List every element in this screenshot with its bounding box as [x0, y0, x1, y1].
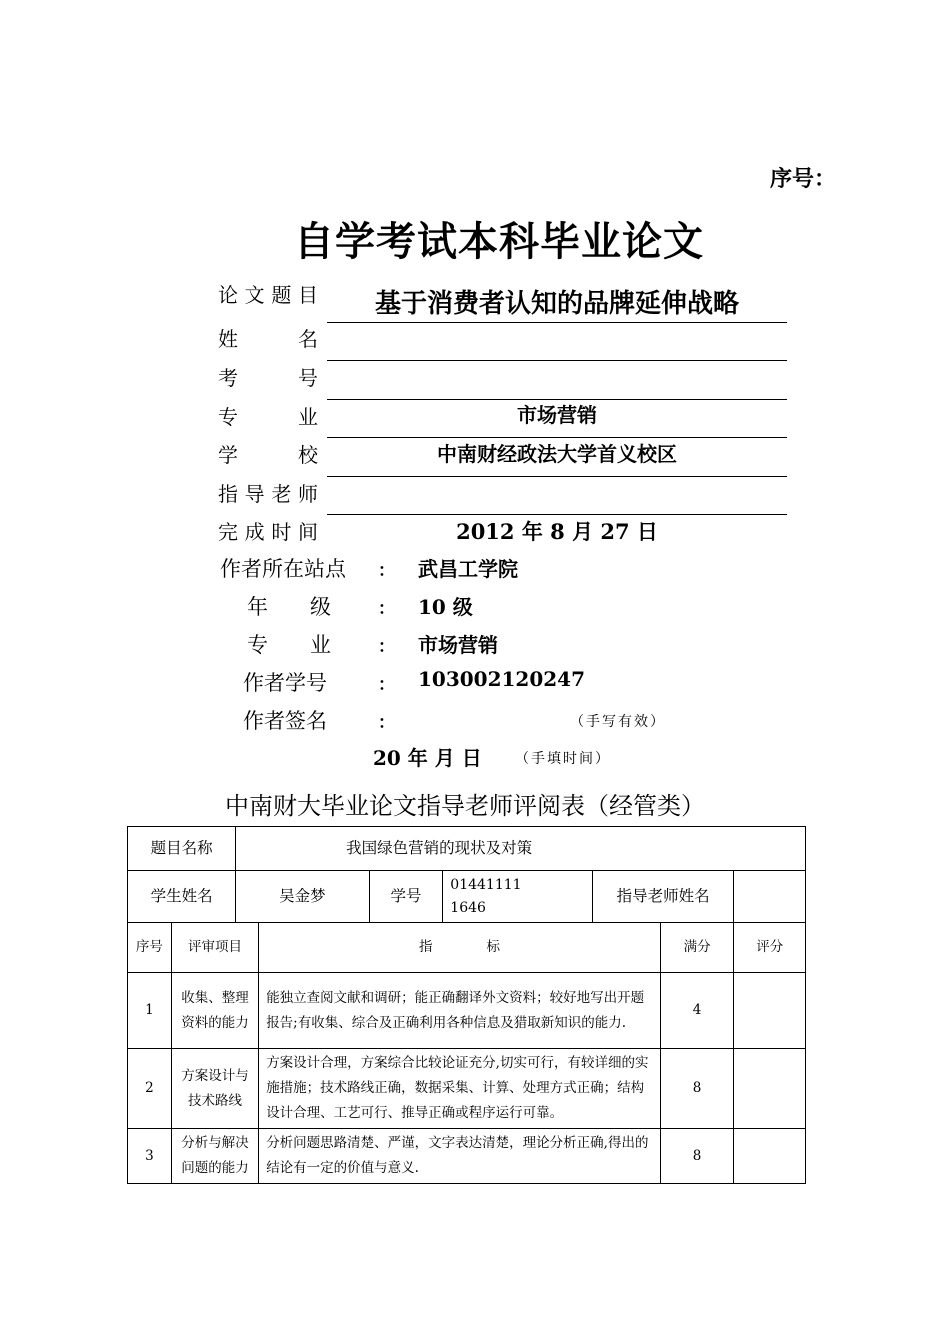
field-underline [327, 360, 787, 361]
info-label-signature: 作者签名 [243, 709, 327, 733]
completion-date-value: 2012 年 8 月 27 日 [456, 519, 658, 544]
thesis-title-value: 基于消费者认知的品牌延伸战略 [374, 289, 739, 319]
evaluation-form-title: 中南财大毕业论文指导老师评阅表（经管类） [225, 792, 705, 820]
field-label-school: 学校 [218, 443, 318, 467]
info-colon: ： [378, 713, 395, 733]
field-underline [327, 437, 787, 438]
date-line: 20 年 月 日 [373, 746, 482, 770]
info-value-student-id: 103002120247 [418, 667, 585, 691]
info-label-student-id: 作者学号 [243, 671, 327, 695]
info-colon: ： [378, 561, 395, 581]
info-label-station: 作者所在站点 [220, 557, 346, 581]
row-criteria: 能独立查阅文献和调研；能正确翻译外文资料；较好地写出开题报告;有收集、综合及正确利用各种信息及猎取新知识的能力. [259, 973, 661, 1049]
field-underline [327, 399, 787, 400]
info-label-major: 专 业 [247, 633, 331, 657]
field-label-thesis-title: 论文题目 [218, 283, 318, 307]
row-score [734, 973, 806, 1049]
field-underline [327, 476, 787, 477]
student-name-label: 学生姓名 [128, 871, 236, 923]
table-row [128, 923, 806, 973]
topic-label: 题目名称 [128, 827, 236, 871]
info-value-station: 武昌工学院 [418, 557, 518, 581]
table-row [128, 827, 806, 871]
topic-value: 我国绿色营销的现状及对策 [236, 827, 806, 871]
table-row [128, 1049, 806, 1129]
major-value: 市场营销 [517, 403, 597, 427]
header-score: 评分 [734, 923, 806, 973]
signature-note: （手写有效） [570, 714, 666, 730]
header-review-item: 评审项目 [171, 923, 258, 973]
row-item: 分析与解决问题的能力 [171, 1129, 258, 1184]
advisor-name-label: 指导老师姓名 [592, 871, 734, 923]
student-id-label: 学号 [369, 871, 443, 923]
serial-number-label: 序号： [770, 167, 837, 192]
school-value: 中南财经政法大学首义校区 [437, 442, 677, 466]
table-row [128, 973, 806, 1049]
header-full-score: 满分 [660, 923, 734, 973]
info-value-major: 市场营销 [418, 633, 498, 657]
row-number: 3 [128, 1129, 172, 1184]
info-label-grade: 年 级 [247, 595, 331, 619]
row-number: 1 [128, 973, 172, 1049]
field-label-major: 专业 [218, 405, 318, 429]
document-title: 自学考试本科毕业论文 [294, 219, 704, 265]
student-name-value: 吴金梦 [236, 871, 369, 923]
row-score [734, 1129, 806, 1184]
row-full-score: 4 [660, 973, 734, 1049]
header-criteria: 指 标 [259, 923, 661, 973]
row-criteria: 方案设计合理，方案综合比较论证充分,切实可行，有较详细的实施措施；技术路线正确，数据采集、计算、处理方式正确；结构设计合理、工艺可行、推导正确或程序运行可靠。 [259, 1049, 661, 1129]
date-note: （手填时间） [515, 751, 611, 767]
row-full-score: 8 [660, 1049, 734, 1129]
info-colon: ： [378, 599, 395, 619]
row-item: 方案设计与技术路线 [171, 1049, 258, 1129]
row-full-score: 8 [660, 1129, 734, 1184]
row-number: 2 [128, 1049, 172, 1129]
row-item: 收集、整理资料的能力 [171, 973, 258, 1049]
advisor-name-value [734, 871, 806, 923]
field-label-advisor: 指导老师 [218, 482, 318, 506]
field-underline [327, 514, 787, 515]
table-row [128, 871, 806, 923]
info-colon: ： [378, 637, 395, 657]
student-id-value: 014411111646 [443, 871, 593, 923]
table-row [128, 1129, 806, 1184]
header-number: 序号 [128, 923, 172, 973]
info-colon: ： [378, 675, 395, 695]
field-label-exam-number: 考号 [218, 366, 318, 390]
evaluation-table [127, 826, 806, 1184]
field-underline [327, 322, 787, 323]
row-score [734, 1049, 806, 1129]
field-label-completion-date: 完成时间 [218, 520, 318, 544]
field-label-name: 姓名 [218, 327, 318, 351]
info-value-grade: 10 级 [418, 595, 473, 619]
row-criteria: 分析问题思路清楚、严谨，文字表达清楚，理论分析正确,得出的结论有一定的价值与意义. [259, 1129, 661, 1184]
